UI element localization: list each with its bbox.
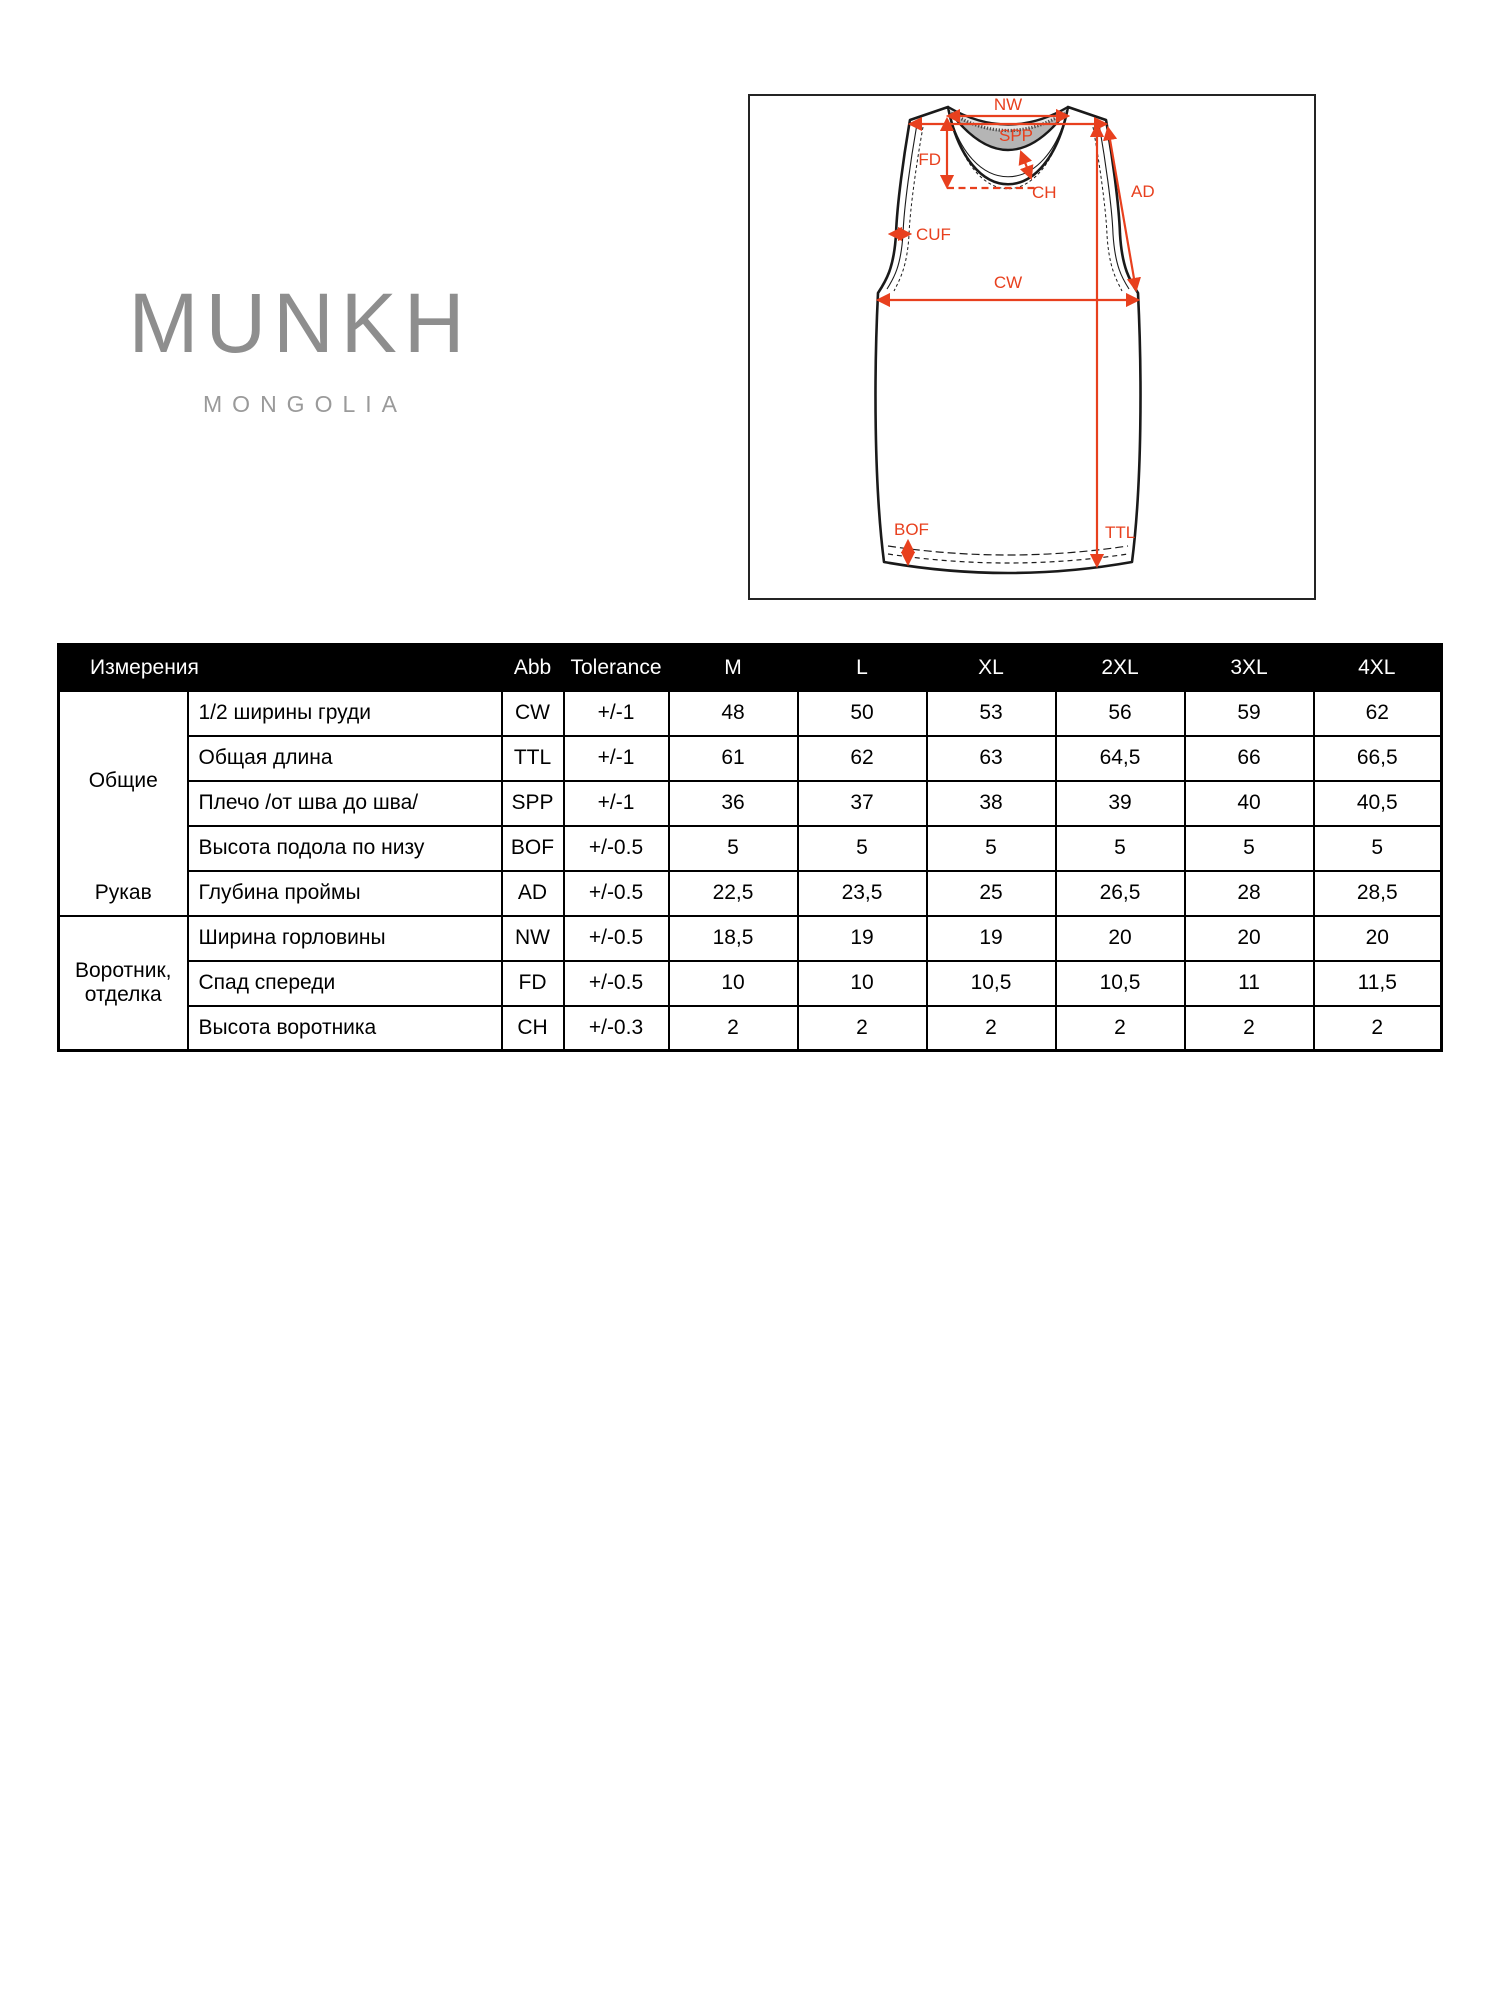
col-header-size-2xl: 2XL <box>1056 645 1185 691</box>
brand-name: MUNKH <box>128 276 472 370</box>
value-cell: 64,5 <box>1056 736 1185 781</box>
measure-name: Высота воротника <box>188 1006 502 1051</box>
brand-subtitle: MONGOLIA <box>203 391 407 417</box>
garment-diagram <box>748 94 1316 600</box>
table-row <box>59 916 1442 961</box>
measurement-table <box>57 643 1443 1052</box>
value-cell: 40,5 <box>1314 781 1442 826</box>
value-cell: 10 <box>798 961 927 1006</box>
value-cell: 5 <box>927 826 1056 871</box>
value-cell: 63 <box>927 736 1056 781</box>
value-cell: 5 <box>798 826 927 871</box>
measure-abb: NW <box>502 916 564 961</box>
table-row <box>59 961 1442 1006</box>
measure-abb: SPP <box>502 781 564 826</box>
diagram-label-ad: AD <box>1131 182 1155 201</box>
diagram-label-ch: CH <box>1032 183 1057 202</box>
measure-tolerance: +/-0.5 <box>564 916 669 961</box>
col-header-size-3xl: 3XL <box>1185 645 1314 691</box>
value-cell: 10,5 <box>1056 961 1185 1006</box>
measure-tolerance: +/-1 <box>564 736 669 781</box>
measure-name: Общая длина <box>188 736 502 781</box>
measure-abb: FD <box>502 961 564 1006</box>
value-cell: 37 <box>798 781 927 826</box>
group-cell-sleeve: Рукав <box>59 871 188 916</box>
diagram-label-ttl: TTL <box>1105 523 1136 542</box>
measure-abb: AD <box>502 871 564 916</box>
value-cell: 20 <box>1185 916 1314 961</box>
value-cell: 26,5 <box>1056 871 1185 916</box>
value-cell: 56 <box>1056 691 1185 736</box>
diagram-label-spp: SPP <box>998 126 1034 145</box>
value-cell: 11 <box>1185 961 1314 1006</box>
measure-tolerance: +/-0.5 <box>564 871 669 916</box>
value-cell: 62 <box>1314 691 1442 736</box>
value-cell: 25 <box>927 871 1056 916</box>
tank-top-sketch <box>748 94 1316 600</box>
measure-abb: CH <box>502 1006 564 1051</box>
value-cell: 5 <box>669 826 798 871</box>
value-cell: 18,5 <box>669 916 798 961</box>
table-row <box>59 871 1442 916</box>
col-header-abb: Abb <box>502 645 564 691</box>
measure-tolerance: +/-0.5 <box>564 961 669 1006</box>
value-cell: 66,5 <box>1314 736 1442 781</box>
measure-name: Ширина горловины <box>188 916 502 961</box>
table-row <box>59 1006 1442 1051</box>
value-cell: 20 <box>1056 916 1185 961</box>
value-cell: 2 <box>1314 1006 1442 1051</box>
measure-name: Глубина проймы <box>188 871 502 916</box>
value-cell: 2 <box>1056 1006 1185 1051</box>
value-cell: 19 <box>927 916 1056 961</box>
value-cell: 53 <box>927 691 1056 736</box>
measure-abb: TTL <box>502 736 564 781</box>
measure-tolerance: +/-1 <box>564 781 669 826</box>
value-cell: 38 <box>927 781 1056 826</box>
diagram-label-nw: NW <box>993 95 1023 114</box>
table-row <box>59 736 1442 781</box>
value-cell: 59 <box>1185 691 1314 736</box>
value-cell: 28,5 <box>1314 871 1442 916</box>
value-cell: 10 <box>669 961 798 1006</box>
value-cell: 2 <box>1185 1006 1314 1051</box>
value-cell: 28 <box>1185 871 1314 916</box>
value-cell: 19 <box>798 916 927 961</box>
value-cell: 22,5 <box>669 871 798 916</box>
diagram-label-cuf: CUF <box>916 225 951 244</box>
measure-tolerance: +/-0.3 <box>564 1006 669 1051</box>
value-cell: 50 <box>798 691 927 736</box>
value-cell: 20 <box>1314 916 1442 961</box>
measure-abb: BOF <box>502 826 564 871</box>
value-cell: 48 <box>669 691 798 736</box>
measure-name: 1/2 ширины груди <box>188 691 502 736</box>
value-cell: 2 <box>798 1006 927 1051</box>
value-cell: 61 <box>669 736 798 781</box>
measure-abb: CW <box>502 691 564 736</box>
diagram-label-bof: BOF <box>894 520 929 539</box>
value-cell: 40 <box>1185 781 1314 826</box>
col-header-size-4xl: 4XL <box>1314 645 1442 691</box>
value-cell: 62 <box>798 736 927 781</box>
value-cell: 36 <box>669 781 798 826</box>
value-cell: 2 <box>927 1006 1056 1051</box>
table-row <box>59 781 1442 826</box>
table-header-row <box>59 645 1442 691</box>
group-cell-general: Общие <box>59 691 188 871</box>
brand-logo <box>118 276 482 418</box>
table-row <box>59 826 1442 871</box>
col-header-size-l: L <box>798 645 927 691</box>
value-cell: 39 <box>1056 781 1185 826</box>
measure-name: Плечо /от шва до шва/ <box>188 781 502 826</box>
group-cell-collar: Воротник, отделка <box>59 916 188 1051</box>
col-header-size-xl: XL <box>927 645 1056 691</box>
measure-tolerance: +/-1 <box>564 691 669 736</box>
value-cell: 5 <box>1056 826 1185 871</box>
table-row <box>59 691 1442 736</box>
value-cell: 11,5 <box>1314 961 1442 1006</box>
value-cell: 5 <box>1185 826 1314 871</box>
col-header-tolerance: Tolerance <box>564 645 669 691</box>
measure-tolerance: +/-0.5 <box>564 826 669 871</box>
col-header-size-m: M <box>669 645 798 691</box>
value-cell: 10,5 <box>927 961 1056 1006</box>
measure-name: Высота подола по низу <box>188 826 502 871</box>
value-cell: 66 <box>1185 736 1314 781</box>
diagram-label-cw: CW <box>993 273 1023 292</box>
measure-name: Спад спереди <box>188 961 502 1006</box>
diagram-label-fd: FD <box>918 150 941 169</box>
value-cell: 2 <box>669 1006 798 1051</box>
value-cell: 5 <box>1314 826 1442 871</box>
col-header-measurements: Измерения <box>59 645 502 691</box>
value-cell: 23,5 <box>798 871 927 916</box>
